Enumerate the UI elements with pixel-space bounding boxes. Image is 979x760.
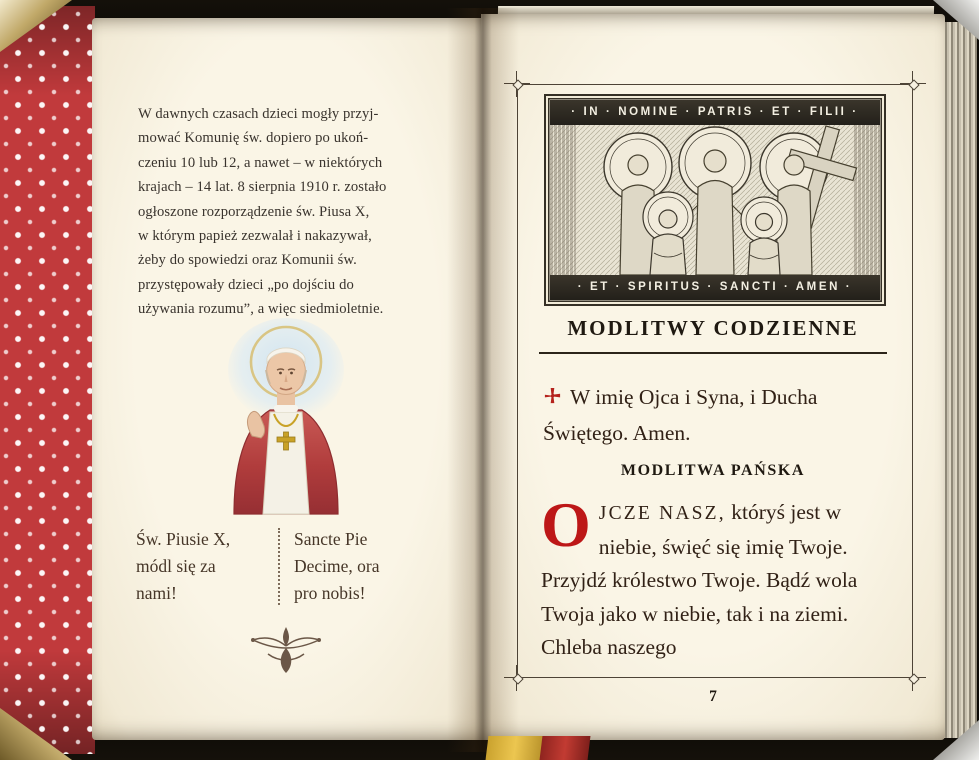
prayer-title: MODLITWA PAŃSKA bbox=[620, 462, 806, 479]
sign-of-cross-text: W imię Ojca i Syna, i Ducha Świętego. Amen. bbox=[543, 385, 818, 445]
dropcap-initial: O bbox=[541, 489, 591, 560]
maltese-cross-icon bbox=[543, 382, 562, 416]
yellow-ribbon-bookmark bbox=[486, 736, 545, 760]
invocation-polish: Św. Piusie X, módl się za nami! bbox=[136, 529, 231, 603]
engraving-top-banner: · IN · NOMINE · PATRIS · ET · FILII · bbox=[550, 100, 880, 125]
sign-of-cross-prayer bbox=[543, 380, 899, 450]
holy-trinity-engraving bbox=[544, 94, 886, 306]
frame-corner-ornament bbox=[504, 71, 530, 97]
page-edges-stack bbox=[943, 22, 977, 738]
prayer-opening-words: JCZE NASZ, bbox=[598, 503, 726, 524]
dotted-divider bbox=[278, 528, 280, 605]
title-rule bbox=[539, 352, 887, 354]
invocation-latin: Sancte Pie Decime, ora pro nobis! bbox=[294, 529, 380, 603]
page-number: 7 bbox=[709, 688, 717, 705]
pope-portrait-illustration bbox=[206, 304, 366, 516]
prayer-continuation: któryś jest w niebie, święć się imię Twoje. Przyjdź królestwo Twoje. Bądź wola Twoja jako w niebie, tak i na ziemi. Chleba naszego bbox=[541, 500, 858, 659]
red-ribbon-bookmark bbox=[540, 736, 591, 760]
invocation-section bbox=[136, 526, 448, 607]
left-page bbox=[92, 18, 481, 740]
lords-prayer-text bbox=[541, 489, 901, 665]
pope-pius-x-portrait bbox=[206, 304, 366, 516]
frame-corner-ornament bbox=[900, 71, 926, 97]
red-book-cover-edge bbox=[0, 6, 95, 754]
section-title: MODLITWY CODZIENNE bbox=[567, 316, 859, 340]
intro-paragraph: W dawnych czasach dzieci mogły przyj- mować Komunię św. dopiero po ukoń- czeniu 10 lub 12, a nawet – w niektórych krajach – 14 lat. 8 sierpnia 1910 r. zostało ogłoszone rozporządzenie św. Piusa X, w którym papież zezwalał i nakazywał, żeby do spowiedzi oraz Komunii św. przystępowały dzieci „po dojściu do używania rozumu”, a więc siedmioletnie. bbox=[138, 106, 387, 318]
engraving-figures-illustration bbox=[550, 125, 880, 275]
right-page bbox=[481, 14, 945, 740]
engraving-bottom-banner: · ET · SPIRITUS · SANCTI · AMEN · bbox=[550, 275, 880, 300]
fleuron-ornament bbox=[246, 624, 326, 676]
fleuron-icon bbox=[246, 624, 326, 676]
